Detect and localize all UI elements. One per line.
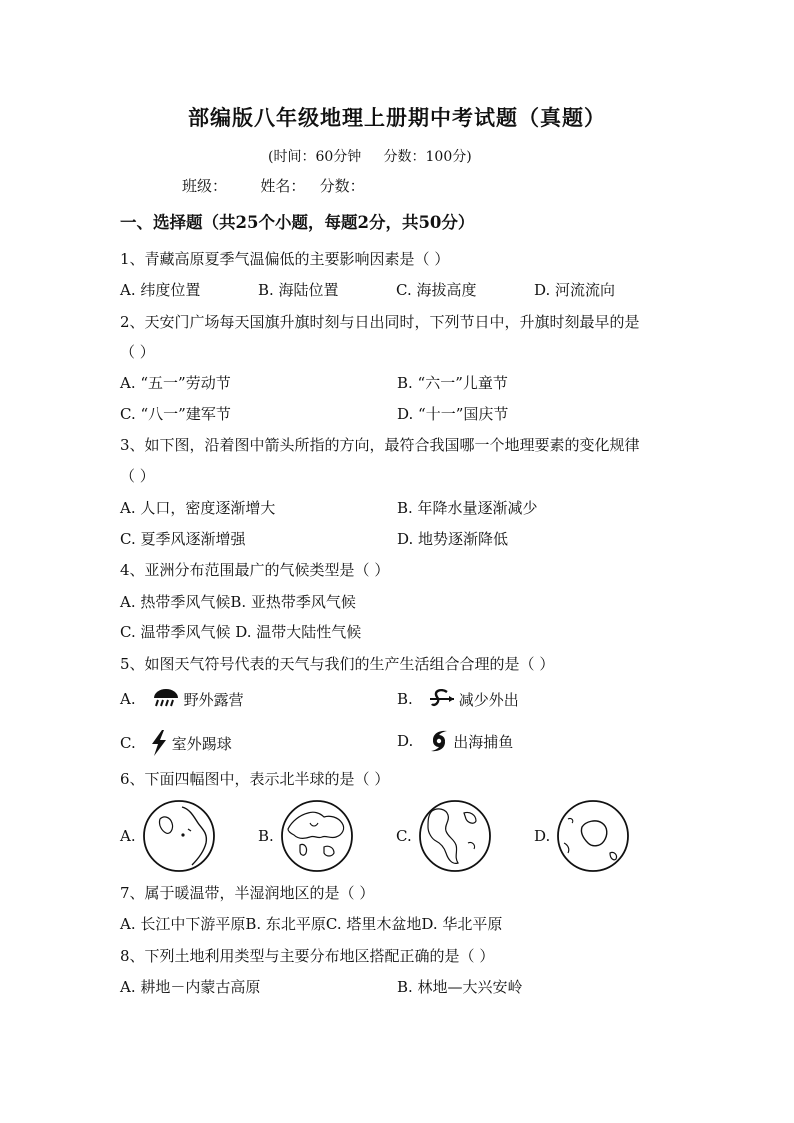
q6-globe-options [120,800,680,872]
globe-b-image [280,799,354,873]
question-7-stem: 7、属于暖温带，半湿润地区的是（ ） [120,884,375,902]
q3-option-a: A. 人口，密度逐渐增大 [120,499,276,517]
globe-d-image [556,799,630,873]
q6-option-d [534,800,630,872]
q6-option-a-label: A. [120,827,136,845]
q6-option-b [258,800,354,872]
globe-a-image [142,799,216,873]
question-4-stem: 4、亚洲分布范围最广的气候类型是（ ） [120,561,390,579]
class-name-score-line: 班级： 姓名： 分数： [182,177,365,195]
q5-option-a [120,687,244,711]
q2-option-b: B. “六一”儿童节 [397,374,508,392]
q2-option-a: A. “五一”劳动节 [120,374,231,392]
question-2-stem-cont: （ ） [120,343,155,361]
q5-option-d-label: D. [397,732,414,750]
q4-options-ab: A. 热带季风气候B. 亚热带季风气候 [120,593,356,611]
q3-option-d: D. 地势逐渐降低 [397,530,509,548]
q1-option-b: B. 海陆位置 [258,281,339,299]
question-8-stem: 8、下列土地利用类型与主要分布地区搭配正确的是（ ） [120,947,495,965]
q3-option-c: C. 夏季风逐渐增强 [120,530,246,548]
q6-option-b-label: B. [258,827,274,845]
globe-c-image [418,799,492,873]
q1-option-c: C. 海拔高度 [396,281,477,299]
typhoon-icon [428,729,450,753]
q2-option-d: D. “十一”国庆节 [397,405,509,423]
question-1-options [120,279,680,301]
q5-option-d-text: 出海捕鱼 [453,732,514,751]
q5-option-a-label: A. [120,690,136,708]
q5-option-b [397,687,519,711]
q2-option-c: C. “八一”建军节 [120,405,231,423]
q5-option-c [120,729,232,757]
q6-option-a [120,800,216,872]
q7-options: A. 长江中下游平原B. 东北平原C. 塔里木盆地D. 华北平原 [120,915,503,933]
q5-option-c-text: 室外踢球 [171,734,232,753]
section-heading-choice: 一、选择题（共25个小题，每题2分，共50分） [120,213,475,232]
lightning-icon [149,729,169,757]
question-6-stem: 6、下面四幅图中，表示北半球的是（ ） [120,770,390,788]
q5-option-b-label: B. [397,690,413,708]
question-3-stem-cont: （ ） [120,467,155,485]
q6-option-d-label: D. [534,827,551,845]
page-title: 部编版八年级地理上册期中考试题（真题） [188,105,606,130]
question-5-stem: 5、如图天气符号代表的天气与我们的生产生活组合合理的是（ ） [120,655,555,673]
rainstorm-icon [151,687,181,711]
q8-option-a: A. 耕地－内蒙古高原 [120,978,261,996]
q4-options-cd: C. 温带季风气候 D. 温带大陆性气候 [120,623,362,641]
q6-option-c-label: C. [396,827,412,845]
q5-option-a-text: 野外露营 [183,690,244,709]
question-3-stem: 3、如下图，沿着图中箭头所指的方向，最符合我国哪一个地理要素的变化规律 [120,436,640,454]
q5-option-d [397,729,513,753]
q6-option-c [396,800,492,872]
q1-option-d: D. 河流流向 [534,281,616,299]
q8-option-b: B. 林地—大兴安岭 [397,978,523,996]
q3-option-b: B. 年降水量逐渐减少 [397,499,538,517]
q5-option-b-text: 减少外出 [458,690,519,709]
time-score-info: (时间：60分钟 分数：100分) [268,149,472,165]
question-2-stem: 2、天安门广场每天国旗升旗时刻与日出同时，下列节日中，升旗时刻最早的是 [120,313,640,331]
question-1-stem: 1、青藏高原夏季气温偏低的主要影响因素是（ ） [120,250,450,268]
sandstorm-icon [428,687,456,711]
q5-option-c-label: C. [120,734,136,752]
q1-option-a: A. 纬度位置 [120,281,201,299]
